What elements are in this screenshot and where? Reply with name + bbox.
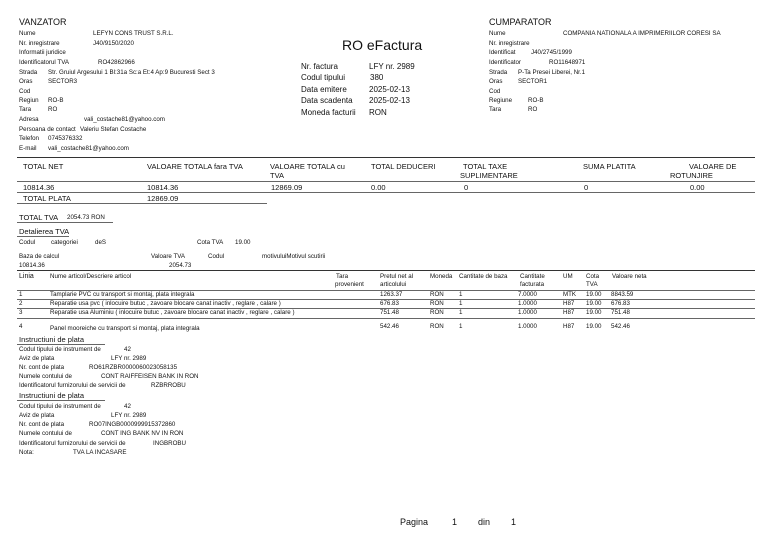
- payment-provider: RZBRROBU: [151, 382, 186, 389]
- totals-row-rule: [17, 192, 755, 193]
- taxe-suplimentare: 0: [464, 183, 469, 192]
- total-tva-label: TOTAL TVA: [19, 213, 59, 222]
- tva-value-label: Valoare TVA: [151, 253, 186, 260]
- hdr-suma-platita: SUMA PLATITA: [583, 162, 636, 171]
- row-cant-fact: 1.0000: [518, 300, 537, 307]
- total-tva: 2054.73 RON: [67, 214, 105, 221]
- tva-rate-label: Cota TVA: [197, 239, 224, 246]
- seller-address: vali_costache81@yahoo.com: [84, 116, 165, 123]
- page-total: 1: [511, 517, 517, 527]
- buyer-region: RO-B: [528, 97, 544, 104]
- page-number: 1: [452, 517, 458, 527]
- row-pret: 542.46: [380, 323, 399, 330]
- total-plata-label: TOTAL PLATA: [23, 194, 71, 203]
- total-plata: 12869.09: [147, 194, 179, 203]
- buyer-region-label: Regiune: [489, 97, 513, 104]
- payment-notice-label: Aviz de plata: [19, 412, 55, 419]
- buyer-identificat: J40/2745/1999: [531, 49, 572, 56]
- seller-phone-label: Telefon: [19, 135, 39, 142]
- row-cant-fact: 7.0000: [518, 291, 537, 298]
- row-nr: 1: [19, 291, 23, 298]
- seller-city: SECTOR3: [48, 78, 78, 85]
- invoice-number: LFY nr. 2989: [369, 62, 415, 71]
- payment-provider: INGBROBU: [153, 440, 187, 447]
- hdr-um: UM: [563, 273, 573, 280]
- hdr-moneda: Moneda: [430, 273, 453, 280]
- hdr-cant-fact-2: facturata: [520, 281, 545, 288]
- row-desc: Panel mooreiche cu transport si montaj, plata integrala: [50, 325, 200, 332]
- hdr-taxe-2: SUPLIMENTARE: [460, 171, 518, 180]
- seller-region: RO-B: [48, 97, 64, 104]
- suma-platita: 0: [584, 183, 589, 192]
- row-cota: 19.00: [586, 323, 602, 330]
- payment-notice: LFY nr. 2989: [111, 355, 147, 362]
- total-tva-rule: [17, 222, 113, 223]
- totals-header-rule: [17, 181, 755, 182]
- buyer-name: COMPANIA NATIONALA A IMPRIMERIILOR CORESI SA: [563, 30, 721, 37]
- payment-code-label: Codul tipului de instrument de: [19, 346, 101, 353]
- seller-street-label: Strada: [19, 69, 38, 76]
- tva-base-label: Baza de calcul: [19, 253, 60, 260]
- tva-base: 10814.36: [19, 262, 45, 269]
- buyer-city: SECTOR1: [518, 78, 548, 85]
- buyer-reg-label: Nr. inregistrare: [489, 40, 530, 47]
- payment-heading-rule: [17, 344, 105, 345]
- hdr-val-fara-tva: VALOARE TOTALA fara TVA: [147, 162, 243, 171]
- row-cota: 19.00: [586, 291, 602, 298]
- tva-rate: 19.00: [235, 239, 251, 246]
- buyer-country: RO: [528, 106, 538, 113]
- tva-category-value: deS: [95, 239, 107, 246]
- row-cant-baza: 1: [459, 291, 463, 298]
- row-um: H87: [563, 323, 575, 330]
- seller-city-label: Oras: [19, 78, 33, 85]
- row-rule: [17, 318, 755, 319]
- buyer-zip-label: Cod: [489, 88, 501, 95]
- row-cant-baza: 1: [459, 309, 463, 316]
- payment-notice-label: Aviz de plata: [19, 355, 55, 362]
- tva-value: 2054.73: [169, 262, 192, 269]
- invoice-title: RO eFactura: [342, 37, 423, 53]
- seller-phone: 0745376332: [48, 135, 83, 142]
- val-cu-tva: 12869.09: [271, 183, 303, 192]
- payment-provider-label: Identificatorul furnizorului de servicii de: [19, 382, 126, 389]
- row-cant-baza: 1: [459, 323, 463, 330]
- payment-code: 42: [124, 403, 131, 410]
- buyer-vat-label: Identificator: [489, 59, 521, 66]
- type-code: 380: [370, 73, 384, 82]
- seller-email: vali_costache81@yahoo.com: [48, 145, 129, 152]
- hdr-pret-2: articolului: [380, 281, 407, 288]
- rotunjire: 0.00: [690, 183, 705, 192]
- seller-address-label: Adresa: [19, 116, 39, 123]
- seller-vat-label: Identificatorul TVA: [19, 59, 69, 66]
- row-nr: 3: [19, 309, 23, 316]
- row-nr: 4: [19, 323, 23, 330]
- row-moneda: RON: [430, 309, 444, 316]
- row-val: 751.48: [611, 309, 630, 316]
- seller-country-label: Tara: [19, 106, 32, 113]
- buyer-vat: RO11648971: [549, 59, 586, 66]
- lines-top-rule: [17, 270, 755, 271]
- buyer-identificat-label: Identificat: [489, 49, 516, 56]
- payment-account-name-label: Numele contului de: [19, 373, 72, 380]
- row-desc: Tamplarie PVC cu transport si montaj, plata integrala: [50, 291, 195, 298]
- buyer-name-label: Nume: [489, 30, 506, 37]
- row-val: 542.46: [611, 323, 630, 330]
- hdr-cota-1: Cota: [586, 273, 600, 280]
- seller-reg: J40/9150/2020: [93, 40, 134, 47]
- hdr-cant-baza: Cantitate de baza: [459, 273, 508, 280]
- payment-code-label: Codul tipului de instrument de: [19, 403, 101, 410]
- row-pret: 1263.37: [380, 291, 403, 298]
- payment-account: RO61RZBR0000060023058135: [89, 364, 178, 371]
- row-cant-baza: 1: [459, 300, 463, 307]
- row-moneda: RON: [430, 300, 444, 307]
- buyer-country-label: Tara: [489, 106, 502, 113]
- row-val: 8843.59: [611, 291, 634, 298]
- buyer-street-label: Strada: [489, 69, 508, 76]
- row-cota: 19.00: [586, 309, 602, 316]
- seller-email-label: E-mail: [19, 145, 37, 152]
- seller-reg-label: Nr. inregistrare: [19, 40, 60, 47]
- payment-heading: Instructiuni de plata: [19, 391, 85, 400]
- seller-zip-label: Cod: [19, 88, 31, 95]
- seller-street: Str. Gruiul Argesului 1 Bl:31a Sc:a Et:4 Ap:9 Bucuresti Sect 3: [48, 69, 215, 76]
- row-desc: Reparatie usa pvc ( inlocuire butuc , zavoare blocare canat inactiv , reglare , calare ): [50, 300, 281, 307]
- row-moneda: RON: [430, 291, 444, 298]
- payment-heading: Instructiuni de plata: [19, 335, 85, 344]
- tva-code-label: Codul: [19, 239, 36, 246]
- hdr-cant-fact-1: Cantitate: [520, 273, 545, 280]
- hdr-pret-1: Pretul net al: [380, 273, 414, 280]
- note-text: TVA LA INCASARE: [73, 449, 127, 456]
- payment-account-label: Nr. cont de plata: [19, 421, 65, 428]
- issue-date-label: Data emitere: [301, 85, 347, 94]
- payment-code: 42: [124, 346, 131, 353]
- row-pret: 676.83: [380, 300, 399, 307]
- row-desc: Reparatie usa Aluminiu ( inlocuire butuc , zavoare blocare canat inactiv , reglare , calare ): [50, 309, 295, 316]
- buyer-street: P-Ta Presei Liberei, Nr.1: [518, 69, 586, 76]
- seller-country: RO: [48, 106, 58, 113]
- payment-account-name: CONT ING BANK NV IN RON: [101, 430, 184, 437]
- buyer-heading: CUMPARATOR: [489, 17, 552, 27]
- row-cant-fact: 1.0000: [518, 323, 537, 330]
- tva-detail-heading: Detalierea TVA: [19, 227, 70, 236]
- row-um: H87: [563, 300, 575, 307]
- seller-region-label: Regiun: [19, 97, 39, 104]
- payment-account: RO07INGB0000999915372860: [89, 421, 176, 428]
- row-nr: 2: [19, 300, 23, 307]
- seller-heading: VANZATOR: [19, 17, 67, 27]
- seller-legal-info-label: Informatii juridice: [19, 49, 66, 56]
- hdr-val-cu-tva-1: VALOARE TOTALA cu: [270, 162, 345, 171]
- seller-name-label: Nume: [19, 30, 36, 37]
- deduceri: 0.00: [371, 183, 386, 192]
- row-cant-fact: 1.0000: [518, 309, 537, 316]
- invoice-number-label: Nr. factura: [301, 62, 338, 71]
- tva-exemption: motivuluiMotivul scutirii: [262, 253, 326, 260]
- issue-date: 2025-02-13: [369, 85, 410, 94]
- row-um: H87: [563, 309, 575, 316]
- hdr-tara-2: provenient: [335, 281, 364, 288]
- tva-detail-rule: [17, 236, 69, 237]
- val-fara-tva: 10814.36: [147, 183, 179, 192]
- total-plata-rule: [17, 203, 267, 204]
- note-label: Nota:: [19, 449, 34, 456]
- hdr-deduceri: TOTAL DEDUCERI: [371, 162, 436, 171]
- currency-label: Moneda facturii: [301, 108, 356, 117]
- hdr-rotunjire-1: VALOARE DE: [689, 162, 737, 171]
- payment-notice: LFY nr. 2989: [111, 412, 147, 419]
- seller-name: LEFYN CONS TRUST S.R.L.: [93, 30, 174, 37]
- tva-code2-label: Codul: [208, 253, 225, 260]
- hdr-tara-1: Tara: [336, 273, 349, 280]
- total-net: 10814.36: [23, 183, 55, 192]
- row-um: MTK: [563, 291, 577, 298]
- payment-provider-label: Identificatorul furnizorului de servicii de: [19, 440, 126, 447]
- hdr-val-neta: Valoare neta: [612, 273, 647, 280]
- hdr-val-cu-tva-2: TVA: [270, 171, 285, 180]
- row-moneda: RON: [430, 323, 444, 330]
- due-date-label: Data scadenta: [301, 96, 353, 105]
- hdr-nume: Nume articol/Descriere articol: [50, 273, 132, 280]
- type-code-label: Codul tipului: [301, 73, 346, 82]
- seller-contact-label: Persoana de contact: [19, 126, 76, 133]
- seller-vat: RO42862966: [98, 59, 135, 66]
- hdr-linia: Linia: [19, 273, 34, 280]
- tva-category-label: categoriei: [51, 239, 78, 246]
- totals-top-rule: [17, 157, 755, 158]
- seller-contact: Valeriu Stefan Costache: [80, 126, 147, 133]
- buyer-city-label: Oras: [489, 78, 503, 85]
- row-cota: 19.00: [586, 300, 602, 307]
- currency: RON: [369, 108, 387, 117]
- payment-account-name-label: Numele contului de: [19, 430, 72, 437]
- payment-account-label: Nr. cont de plata: [19, 364, 65, 371]
- page-label: Pagina: [400, 517, 429, 527]
- payment-account-name: CONT RAIFFEISEN BANK IN RON: [101, 373, 199, 380]
- hdr-cota-2: TVA: [586, 281, 598, 288]
- hdr-rotunjire-2: ROTUNJIRE: [670, 171, 713, 180]
- payment-heading-rule: [17, 400, 105, 401]
- row-val: 676.83: [611, 300, 630, 307]
- of-label: din: [478, 517, 491, 527]
- row-pret: 751.48: [380, 309, 399, 316]
- hdr-taxe-1: TOTAL TAXE: [463, 162, 508, 171]
- hdr-total-net: TOTAL NET: [23, 162, 64, 171]
- due-date: 2025-02-13: [369, 96, 410, 105]
